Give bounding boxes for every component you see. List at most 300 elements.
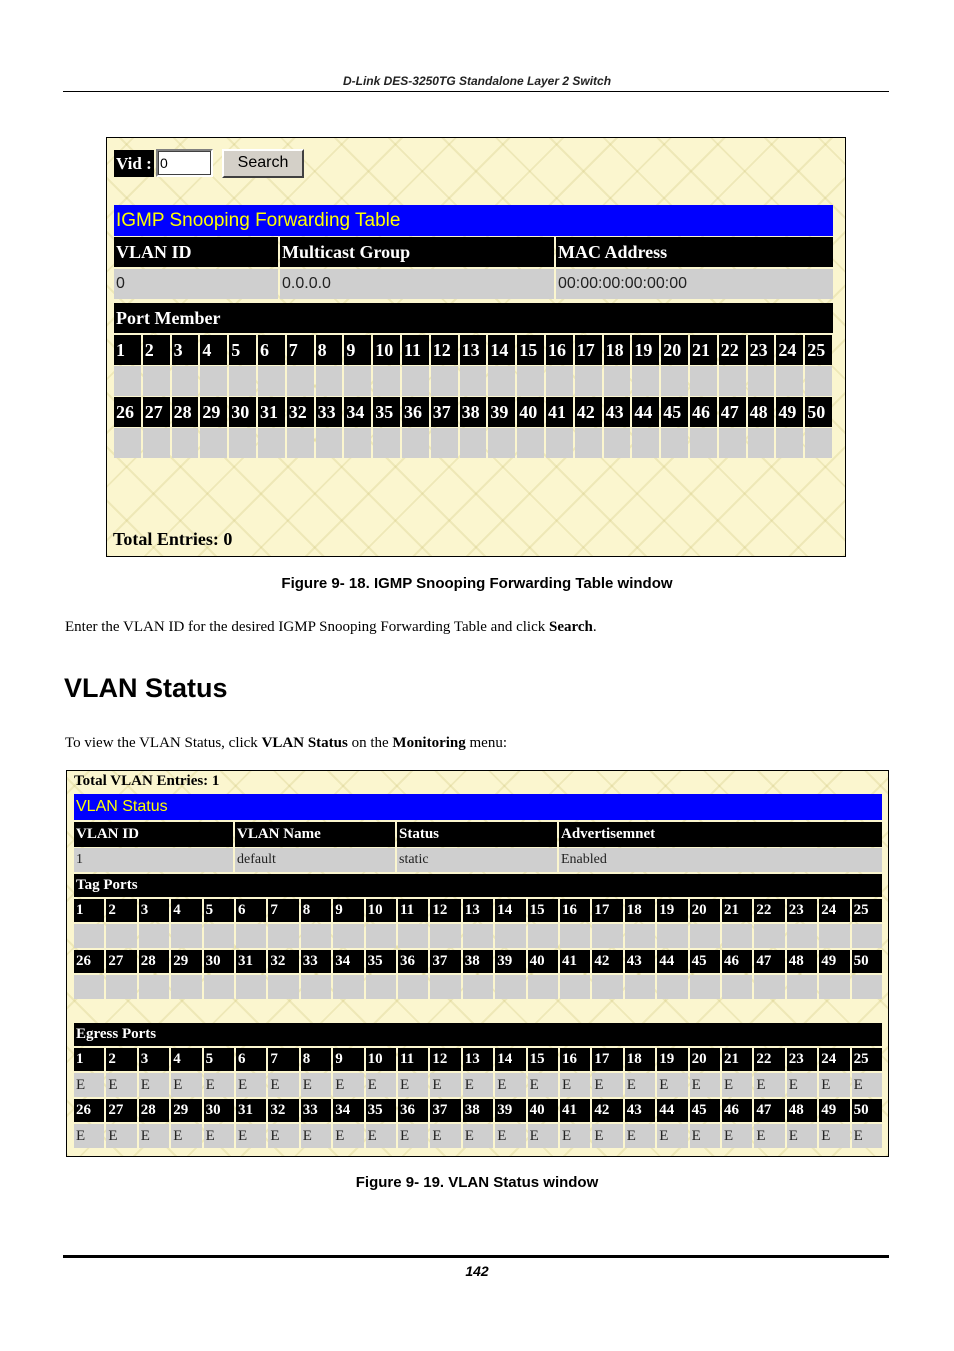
tag-port-number-cell: 6 (236, 899, 266, 922)
port-member-cell (632, 366, 659, 396)
port-member-cell (114, 366, 141, 396)
port-number-cell: 10 (373, 335, 400, 365)
figure-caption-19: Figure 9- 19. VLAN Status window (355, 1174, 599, 1191)
tag-port-number-cell: 5 (204, 899, 234, 922)
port-number-cell: 4 (200, 335, 227, 365)
port-member-cell (344, 428, 371, 458)
tag-port-cell (366, 924, 396, 948)
tag-port-number-cell: 30 (204, 950, 234, 973)
paragraph-vlan-instructions (65, 735, 507, 752)
port-member-cell (719, 428, 746, 458)
tag-port-cell (852, 975, 882, 999)
tag-port-cell (560, 924, 590, 948)
port-number-cell: 31 (258, 397, 285, 427)
tag-port-cell (236, 924, 266, 948)
tag-port-cell (333, 924, 363, 948)
tag-port-number-cell: 18 (625, 899, 655, 922)
vlan-cell-vlan-id: 1 (74, 848, 233, 872)
tag-port-cell (528, 975, 558, 999)
tag-port-number-cell: 39 (495, 950, 525, 973)
port-member-cell (373, 428, 400, 458)
egress-port-cell: E (333, 1073, 363, 1097)
port-number-cell: 24 (776, 335, 803, 365)
egress-port-cell: E (495, 1124, 525, 1148)
tag-port-number-cell: 50 (852, 950, 882, 973)
port-member-cell (690, 428, 717, 458)
egress-port-number-cell: 19 (657, 1048, 687, 1071)
egress-port-number-cell: 24 (819, 1048, 849, 1071)
egress-port-number-cell: 15 (528, 1048, 558, 1071)
port-number-cell: 47 (719, 397, 746, 427)
egress-port-cell: E (722, 1073, 752, 1097)
egress-port-cell: E (139, 1124, 169, 1148)
port-number-cell: 2 (143, 335, 170, 365)
egress-port-cell: E (690, 1073, 720, 1097)
egress-port-number-cell: 23 (787, 1048, 817, 1071)
tag-port-cell (754, 924, 784, 948)
tag-port-cell (268, 924, 298, 948)
section-title: VLAN Status (64, 673, 228, 703)
egress-port-cell: E (74, 1073, 104, 1097)
port-number-cell: 45 (661, 397, 688, 427)
egress-port-cell: E (528, 1124, 558, 1148)
para2-tail: menu: (465, 735, 507, 751)
egress-port-number-cell: 21 (722, 1048, 752, 1071)
egress-port-number-cell: 33 (301, 1099, 331, 1122)
vlan-cell-status: static (397, 848, 557, 872)
search-button[interactable]: Search (222, 149, 304, 178)
tag-port-cell (463, 975, 493, 999)
tag-port-number-cell: 8 (301, 899, 331, 922)
port-member-cell (632, 428, 659, 458)
tag-port-cell (690, 975, 720, 999)
port-member-cell (460, 428, 487, 458)
egress-port-number-cell: 40 (528, 1099, 558, 1122)
tag-port-number-cell: 46 (722, 950, 752, 973)
tag-port-cell (139, 924, 169, 948)
tag-port-number-cell: 13 (463, 899, 493, 922)
tag-port-cell (398, 975, 428, 999)
port-number-cell: 43 (604, 397, 631, 427)
tag-port-cell (657, 975, 687, 999)
tag-port-number-cell: 29 (171, 950, 201, 973)
egress-port-cell: E (398, 1124, 428, 1148)
egress-port-number-cell: 43 (625, 1099, 655, 1122)
port-member-cell (776, 366, 803, 396)
tag-port-number-cell: 19 (657, 899, 687, 922)
egress-ports-label: Egress Ports (74, 1023, 882, 1046)
tag-port-cell (690, 924, 720, 948)
vlan-col-status: Status (397, 822, 557, 847)
tag-port-number-cell: 25 (852, 899, 882, 922)
vlan-table-title: VLAN Status (74, 794, 882, 820)
tag-port-number-cell: 36 (398, 950, 428, 973)
egress-port-cell: E (495, 1073, 525, 1097)
egress-port-cell: E (236, 1124, 266, 1148)
egress-port-cell: E (171, 1124, 201, 1148)
port-number-cell: 5 (229, 335, 256, 365)
port-number-cell: 15 (517, 335, 544, 365)
tag-port-number-cell: 35 (366, 950, 396, 973)
port-number-cell: 20 (661, 335, 688, 365)
port-member-cell (287, 428, 314, 458)
port-number-cell: 23 (748, 335, 775, 365)
port-member-cell (776, 428, 803, 458)
port-number-cell: 50 (805, 397, 832, 427)
egress-port-number-cell: 50 (852, 1099, 882, 1122)
tag-port-number-cell: 11 (398, 899, 428, 922)
port-member-cell (402, 366, 429, 396)
tag-port-cell (204, 975, 234, 999)
tag-port-number-cell: 17 (592, 899, 622, 922)
vlan-col-advertisement: Advertisemnet (559, 822, 882, 847)
tag-port-cell (495, 924, 525, 948)
port-number-cell: 6 (258, 335, 285, 365)
vid-input[interactable] (156, 149, 213, 177)
port-number-cell: 7 (287, 335, 314, 365)
tag-port-cell (787, 924, 817, 948)
tag-port-cell (236, 975, 266, 999)
vlan-col-vlan-name: VLAN Name (235, 822, 395, 847)
port-member-cell (661, 366, 688, 396)
port-number-cell: 34 (344, 397, 371, 427)
port-number-cell: 38 (460, 397, 487, 427)
egress-port-cell: E (74, 1124, 104, 1148)
egress-port-number-cell: 38 (463, 1099, 493, 1122)
port-number-cell: 33 (316, 397, 343, 427)
port-number-cell: 26 (114, 397, 141, 427)
port-number-cell: 35 (373, 397, 400, 427)
egress-port-number-cell: 26 (74, 1099, 104, 1122)
egress-port-number-cell: 11 (398, 1048, 428, 1071)
port-member-cell (229, 366, 256, 396)
port-member-cell (344, 366, 371, 396)
para2-bold-vlan-status: VLAN Status (261, 735, 348, 751)
tag-port-number-cell: 40 (528, 950, 558, 973)
egress-port-cell: E (625, 1073, 655, 1097)
tag-port-cell (301, 924, 331, 948)
tag-port-cell (592, 975, 622, 999)
port-number-cell: 3 (172, 335, 199, 365)
egress-port-cell: E (106, 1073, 136, 1097)
egress-port-number-cell: 3 (139, 1048, 169, 1071)
tag-port-number-cell: 10 (366, 899, 396, 922)
port-member-cell (316, 428, 343, 458)
tag-port-number-cell: 21 (722, 899, 752, 922)
egress-port-cell: E (560, 1124, 590, 1148)
port-number-cell: 48 (748, 397, 775, 427)
egress-port-cell: E (333, 1124, 363, 1148)
tag-port-cell (74, 924, 104, 948)
tag-port-number-cell: 33 (301, 950, 331, 973)
tag-port-number-cell: 16 (560, 899, 590, 922)
egress-port-number-cell: 32 (268, 1099, 298, 1122)
port-number-cell: 11 (402, 335, 429, 365)
egress-port-cell: E (430, 1073, 460, 1097)
egress-port-cell: E (819, 1073, 849, 1097)
port-number-cell: 21 (690, 335, 717, 365)
egress-port-cell: E (819, 1124, 849, 1148)
egress-port-number-cell: 34 (333, 1099, 363, 1122)
egress-port-number-cell: 31 (236, 1099, 266, 1122)
vlan-cell-advertisement: Enabled (559, 848, 882, 872)
egress-port-cell: E (592, 1124, 622, 1148)
tag-port-number-cell: 32 (268, 950, 298, 973)
port-member-cell (805, 366, 832, 396)
port-number-cell: 32 (287, 397, 314, 427)
vlan-total-entries: Total VLAN Entries: 1 (74, 773, 220, 789)
tag-port-cell (722, 924, 752, 948)
egress-port-cell: E (592, 1073, 622, 1097)
egress-port-number-cell: 39 (495, 1099, 525, 1122)
port-member-cell (517, 428, 544, 458)
egress-port-cell: E (139, 1073, 169, 1097)
port-number-cell: 30 (229, 397, 256, 427)
port-member-cell (258, 428, 285, 458)
figure-caption-18: Figure 9- 18. IGMP Snooping Forwarding Table window (281, 575, 673, 592)
tag-port-number-cell: 49 (819, 950, 849, 973)
port-number-cell: 25 (805, 335, 832, 365)
egress-port-cell: E (301, 1073, 331, 1097)
egress-port-cell: E (463, 1073, 493, 1097)
tag-port-cell (268, 975, 298, 999)
tag-port-cell (430, 924, 460, 948)
tag-port-cell (430, 975, 460, 999)
egress-port-number-cell: 41 (560, 1099, 590, 1122)
port-member-cell (143, 428, 170, 458)
egress-port-cell: E (430, 1124, 460, 1148)
port-member-cell (402, 428, 429, 458)
tag-port-cell (592, 924, 622, 948)
port-member-cell (229, 428, 256, 458)
tag-port-cell (398, 924, 428, 948)
egress-port-cell: E (787, 1073, 817, 1097)
tag-port-number-cell: 41 (560, 950, 590, 973)
tag-port-number-cell: 12 (430, 899, 460, 922)
egress-port-cell: E (625, 1124, 655, 1148)
port-number-cell: 40 (517, 397, 544, 427)
tag-port-cell (139, 975, 169, 999)
egress-port-number-cell: 17 (592, 1048, 622, 1071)
vlan-status-window (66, 770, 889, 1157)
egress-port-cell: E (366, 1124, 396, 1148)
tag-port-cell (722, 975, 752, 999)
tag-port-number-cell: 23 (787, 899, 817, 922)
egress-port-number-cell: 27 (106, 1099, 136, 1122)
tag-port-number-cell: 1 (74, 899, 104, 922)
egress-port-cell: E (171, 1073, 201, 1097)
tag-port-cell (106, 975, 136, 999)
port-member-cell (200, 428, 227, 458)
egress-port-number-cell: 8 (301, 1048, 331, 1071)
egress-port-number-cell: 42 (592, 1099, 622, 1122)
tag-port-number-cell: 38 (463, 950, 493, 973)
tag-port-cell (819, 924, 849, 948)
port-number-cell: 14 (488, 335, 515, 365)
tag-port-cell (301, 975, 331, 999)
vlan-cell-vlan-name: default (235, 848, 395, 872)
port-member-cell (719, 366, 746, 396)
tag-port-cell (787, 975, 817, 999)
tag-port-number-cell: 15 (528, 899, 558, 922)
port-number-cell: 1 (114, 335, 141, 365)
egress-port-number-cell: 49 (819, 1099, 849, 1122)
page-number: 142 (465, 1263, 489, 1279)
port-member-cell (661, 428, 688, 458)
egress-port-number-cell: 1 (74, 1048, 104, 1071)
port-number-cell: 22 (719, 335, 746, 365)
egress-port-cell: E (852, 1073, 882, 1097)
egress-port-number-cell: 29 (171, 1099, 201, 1122)
port-number-cell: 8 (316, 335, 343, 365)
page-header: D-Link DES-3250TG Standalone Layer 2 Switch (342, 74, 612, 88)
egress-port-cell: E (657, 1124, 687, 1148)
tag-port-number-cell: 37 (430, 950, 460, 973)
port-member-cell (575, 428, 602, 458)
port-member-label: Port Member (114, 303, 833, 333)
tag-port-cell (463, 924, 493, 948)
port-member-cell (172, 366, 199, 396)
tag-port-cell (333, 975, 363, 999)
igmp-cell-multicast-group: 0.0.0.0 (280, 269, 554, 299)
tag-port-number-cell: 2 (106, 899, 136, 922)
port-member-cell (546, 366, 573, 396)
egress-port-number-cell: 25 (852, 1048, 882, 1071)
egress-port-number-cell: 5 (204, 1048, 234, 1071)
igmp-forwarding-window (106, 137, 846, 557)
para2-text: To view the VLAN Status, click (65, 735, 262, 751)
port-number-cell: 44 (632, 397, 659, 427)
port-number-cell: 16 (546, 335, 573, 365)
tag-port-number-cell: 14 (495, 899, 525, 922)
port-member-cell (287, 366, 314, 396)
tag-port-number-cell: 3 (139, 899, 169, 922)
egress-port-cell: E (754, 1073, 784, 1097)
footer-rule (63, 1255, 889, 1258)
egress-port-number-cell: 12 (430, 1048, 460, 1071)
tag-port-number-cell: 27 (106, 950, 136, 973)
port-number-cell: 28 (172, 397, 199, 427)
egress-port-cell: E (366, 1073, 396, 1097)
tag-port-number-cell: 24 (819, 899, 849, 922)
port-member-cell (258, 366, 285, 396)
egress-port-number-cell: 44 (657, 1099, 687, 1122)
header-rule (63, 91, 889, 92)
egress-port-cell: E (852, 1124, 882, 1148)
para1-bold-search: Search (549, 619, 593, 635)
port-number-cell: 37 (431, 397, 458, 427)
egress-port-number-cell: 16 (560, 1048, 590, 1071)
port-member-cell (488, 366, 515, 396)
egress-port-number-cell: 6 (236, 1048, 266, 1071)
tag-port-number-cell: 20 (690, 899, 720, 922)
tag-port-number-cell: 42 (592, 950, 622, 973)
port-number-cell: 17 (575, 335, 602, 365)
tag-port-cell (74, 975, 104, 999)
para1-tail: . (592, 619, 597, 635)
port-member-cell (143, 366, 170, 396)
port-member-cell (604, 428, 631, 458)
egress-port-number-cell: 37 (430, 1099, 460, 1122)
port-member-cell (748, 428, 775, 458)
egress-port-number-cell: 9 (333, 1048, 363, 1071)
port-member-cell (690, 366, 717, 396)
tag-port-number-cell: 31 (236, 950, 266, 973)
port-number-cell: 41 (546, 397, 573, 427)
egress-port-number-cell: 46 (722, 1099, 752, 1122)
port-member-cell (748, 366, 775, 396)
egress-port-cell: E (463, 1124, 493, 1148)
egress-port-cell: E (268, 1073, 298, 1097)
egress-port-number-cell: 30 (204, 1099, 234, 1122)
tag-port-cell (106, 924, 136, 948)
egress-port-number-cell: 20 (690, 1048, 720, 1071)
igmp-table-title: IGMP Snooping Forwarding Table (114, 205, 833, 236)
port-number-cell: 27 (143, 397, 170, 427)
egress-port-number-cell: 7 (268, 1048, 298, 1071)
egress-port-number-cell: 28 (139, 1099, 169, 1122)
egress-port-number-cell: 48 (787, 1099, 817, 1122)
igmp-cell-mac-address: 00:00:00:00:00:00 (556, 269, 833, 299)
port-number-cell: 18 (604, 335, 631, 365)
tag-port-number-cell: 4 (171, 899, 201, 922)
tag-port-cell (625, 924, 655, 948)
tag-port-number-cell: 22 (754, 899, 784, 922)
tag-port-cell (754, 975, 784, 999)
port-number-cell: 12 (431, 335, 458, 365)
port-number-cell: 29 (200, 397, 227, 427)
egress-port-number-cell: 22 (754, 1048, 784, 1071)
vid-label: Vid : (114, 150, 154, 177)
port-number-cell: 49 (776, 397, 803, 427)
egress-port-number-cell: 18 (625, 1048, 655, 1071)
paragraph-search-instructions (65, 619, 597, 636)
egress-port-cell: E (722, 1124, 752, 1148)
port-number-cell: 39 (488, 397, 515, 427)
port-number-cell: 9 (344, 335, 371, 365)
egress-port-number-cell: 4 (171, 1048, 201, 1071)
egress-port-cell: E (787, 1124, 817, 1148)
para1-text: Enter the VLAN ID for the desired IGMP Snooping Forwarding Table and click (65, 619, 549, 635)
egress-port-number-cell: 10 (366, 1048, 396, 1071)
port-member-cell (604, 366, 631, 396)
tag-port-cell (495, 975, 525, 999)
tag-port-number-cell: 26 (74, 950, 104, 973)
port-number-cell: 42 (575, 397, 602, 427)
egress-port-cell: E (301, 1124, 331, 1148)
tag-port-number-cell: 47 (754, 950, 784, 973)
egress-port-cell: E (204, 1124, 234, 1148)
port-member-cell (431, 366, 458, 396)
tag-port-cell (560, 975, 590, 999)
tag-port-number-cell: 9 (333, 899, 363, 922)
tag-port-number-cell: 48 (787, 950, 817, 973)
port-number-cell: 19 (632, 335, 659, 365)
egress-port-cell: E (204, 1073, 234, 1097)
igmp-col-mac-address: MAC Address (556, 237, 833, 267)
egress-port-cell: E (560, 1073, 590, 1097)
egress-port-number-cell: 13 (463, 1048, 493, 1071)
port-number-cell: 13 (460, 335, 487, 365)
tag-ports-label: Tag Ports (74, 874, 882, 897)
egress-port-number-cell: 2 (106, 1048, 136, 1071)
tag-port-number-cell: 44 (657, 950, 687, 973)
egress-port-number-cell: 14 (495, 1048, 525, 1071)
tag-port-number-cell: 28 (139, 950, 169, 973)
tag-port-cell (366, 975, 396, 999)
port-number-cell: 46 (690, 397, 717, 427)
port-member-cell (805, 428, 832, 458)
